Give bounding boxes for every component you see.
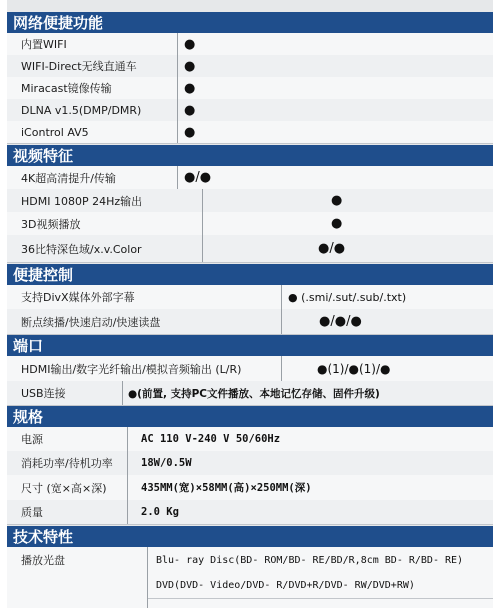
column-divider [202,189,203,212]
table-row [7,235,493,263]
section-header-specs: 规格 [7,406,493,427]
row-label: 断点续播/快速启动/快速读盘 [21,315,161,329]
table-row [7,212,493,236]
row-value: ● [184,124,196,140]
row-label: 尺寸 (宽×高×深) [21,481,107,495]
row-value: ● [184,36,196,52]
table-row [7,451,493,476]
row-value: ●/● [184,170,212,185]
section-header-video: 视频特征 [7,145,493,166]
column-divider [177,99,178,121]
section-header-control: 便捷控制 [7,264,493,285]
table-row [7,500,493,525]
row-label: 内置WIFI [21,38,67,51]
list-item [148,573,493,599]
row-label: HDMI 1080P 24Hz输出 [21,194,143,208]
row-label: HDMI输出/数字光纤输出/模拟音频输出 (L/R) [21,362,242,376]
table-row [7,166,493,190]
row-value: ● [184,80,196,96]
table-row [7,427,493,452]
table-row [7,356,493,382]
column-divider [177,77,178,99]
table-row [7,77,493,100]
row-value: AC 110 V-240 V 50/60Hz [141,433,281,445]
table-row [7,55,493,78]
column-divider [281,285,282,309]
table-row [7,285,493,310]
column-divider [202,212,203,235]
row-label: 播放光盘 [21,554,65,567]
row-label: 支持DivX媒体外部字幕 [21,291,135,304]
row-label: WIFI-Direct无线直通车 [21,60,137,73]
table-row [7,381,493,406]
row-value: ● [331,193,343,208]
row-label: 3D视频播放 [21,217,81,231]
row-value: ● [331,216,343,231]
column-divider [177,55,178,77]
row-label: 4K超高清提升/传输 [21,171,116,185]
column-divider [177,121,178,143]
row-label: USB连接 [21,387,66,400]
table-row [7,33,493,56]
column-divider [127,427,128,451]
spec-sheet [7,0,493,608]
row-label: Miracast镜像传输 [21,82,112,95]
row-value: ● (.smi/.sut/.sub/.txt) [288,290,407,304]
row-value: ●/● [318,241,346,256]
row-label: DLNA v1.5(DMP/DMR) [21,103,142,117]
column-divider [281,309,282,334]
row-value: 2.0 Kg [141,506,179,518]
row-value: ● [184,58,196,74]
row-value: ●(1)/●(1)/● [317,361,391,376]
row-value: 435MM(宽)×58MM(高)×250MM(深) [141,482,312,494]
row-value: 18W/0.5W [141,457,192,469]
list-item [148,547,493,574]
column-divider [281,356,282,381]
row-label: 消耗功率/待机功率 [21,457,113,470]
section-header-network: 网络便捷功能 [7,12,493,33]
column-divider [127,451,128,475]
row-label: iControl AV5 [21,125,89,139]
section-header-ports: 端口 [7,335,493,356]
row-label: 电源 [21,433,43,446]
table-row [7,309,493,335]
table-row [7,99,493,122]
table-row [7,475,493,501]
row-label: 质量 [21,506,43,519]
section-header-tech: 技术特性 [7,526,493,547]
disc-format-text: DVD(DVD- Video/DVD- R/DVD+R/DVD- RW/DVD+RW) [156,580,415,591]
column-divider [127,475,128,500]
column-divider [122,381,123,405]
table-row [7,121,493,144]
row-label: 36比特深色域/x.v.Color [21,242,142,256]
column-divider [127,500,128,524]
row-value: ●(前置, 支持PC文件播放、本地记忆存储、固件升级) [128,387,380,400]
table-row [7,189,493,213]
column-divider [177,33,178,55]
row-value: ● [184,102,196,118]
disc-format-text: Blu- ray Disc(BD- ROM/BD- RE/BD/R,8cm BD- R/BD- RE) [156,554,464,566]
row-value: ●/●/● [319,314,362,329]
column-divider [177,166,178,189]
column-divider [202,235,203,262]
